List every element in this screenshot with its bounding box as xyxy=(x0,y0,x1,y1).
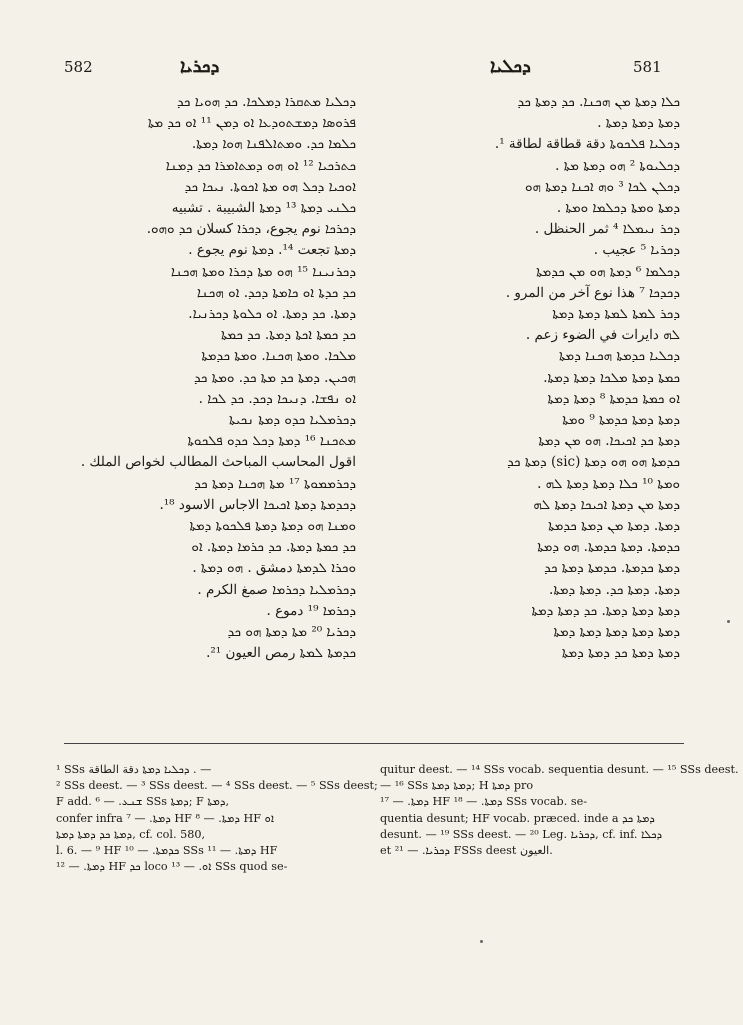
paper-speck xyxy=(480,940,483,943)
lexicon-line: ܟܡܬܐ ܕܡܬܐ ܡܠܟܐ ܕܡܬܐ ܕܡܬܐ. xyxy=(543,369,680,386)
lexicon-line: ܘܟܪܐ ܠܕܡܬܐ دمشق . ܗܘ ܕܡܬܐ . xyxy=(192,560,356,577)
lexicon-line: ܕܟܪܢܝܢܐ ¹⁵ ܗܘ ܡܬܐ ܕܟܪܐ ܘܡܬܐ ܗܟܢܐ xyxy=(170,263,356,280)
lexicon-line: ܟܕܡܬܐ. ܕܡܬܐ ܟܕܡܬܐ. ܗܘ ܕܡܬܐ xyxy=(537,539,680,556)
lexicon-line: ܘܡܬܐ ¹⁰ ܟܠܐ ܕܡܬܐ ܕܡܬܐ ܠܗ . xyxy=(537,475,680,492)
lexicon-line: ܕܟܕܟܐ ⁷ هذا نوع آخر من المرو . xyxy=(505,284,680,301)
lexicon-line: ܕܟܪܡܡܘܬܐ ¹⁷ ܡܬܐ ܗܟܢܐ ܕܡܬܐ ܟܕ xyxy=(194,475,356,492)
footnote-line: quentia desunt; HF vocab. præced. inde a ܕܡܬܐ ܟܕ xyxy=(380,811,655,825)
left-page-number: 582 xyxy=(64,58,93,76)
lexicon-line: ܕܟܪܝܐ ⁵ عجيب . xyxy=(593,242,680,259)
lexicon-line: ܕܟܠܢ ܠܟܐ ³ ܘܗ ܐܟܢܐ ܕܡܬܐ ܗܘ xyxy=(525,178,680,195)
lexicon-line: ܕܟܕܡܬܐ ܕܡܬܐ ܐܟܝܟܐ الاجاس الاسود ¹⁸. xyxy=(159,496,356,513)
lexicon-line: اقول المحاسب المباحث المطالب لخواص الملك . xyxy=(80,454,356,471)
footnote-line: ¹ SSs ܕܟܠܝܐ ܕܡܬܐ دقة الطاقة . — xyxy=(56,763,212,776)
lexicon-line: ܕܟܠܝܐ ܡܬܩܪܐ ܕܡܠܟܐ. ܟܕ ܗܘܝܐ ܟܕ xyxy=(176,94,356,110)
footnote-line: quitur deest. — ¹⁴ SSs vocab. sequentia desunt. — ¹⁵ SSs deest. xyxy=(380,763,739,776)
left-lexicon-column xyxy=(56,92,356,730)
lexicon-line: ܕܡܬܐ ܕܡܬܐ ܕܡܬܐ . xyxy=(597,115,680,132)
lexicon-line: ܟܠܢܝ ܕܡܬܐ ¹³ ܕܡܬܐ الشبيبة . تشبيه xyxy=(171,200,356,217)
lexicon-line: ܕܟܪܝܐ ²⁰ ܡܬܐ ܕܡܬܐ ܗܘ ܟܕ xyxy=(227,624,356,641)
lexicon-line: ܐܘܟܝܐ ܕܟܠ ܗܘ ܡܬܐ ܐܟܘܬܐ. ܢܝܟܐ ܟܕ xyxy=(184,178,356,195)
lexicon-line: ܟܕܡܬܐ ܠܡܬܐ رمص العيون ²¹. xyxy=(206,645,356,662)
lexicon-line: ܟܬܪܟܝܐ ¹² ܐܘ ܗܘ ܕܡܬܐܡܪܐ ܟܕ ܕܡܢܐ xyxy=(165,157,356,174)
lexicon-line: ܕܡܬܐ. ܕܡܬܐ ܡܢ ܕܡܬܐ ܟܕܡܬܐ xyxy=(548,518,680,535)
paper-speck xyxy=(727,620,730,623)
lexicon-line: ܡܠܟܐ. ܘܡܬܐ ܗܟܢܐ. ܘܡܬܐ ܟܕܡܬܐ xyxy=(201,348,356,365)
lexicon-line: ܐܘ ܟܡܬܐ ܟܕܡܬܐ ⁸ ܕܡܬܐ ܕܡܬܐ xyxy=(547,390,680,407)
right-running-head: ܕܟܠܝܐ xyxy=(490,56,531,77)
lexicon-line: ܕܡܬܐ ܕܡܬܐ ܕܡܬܐ ܕܡܬܐ ܕܡܬܐ xyxy=(553,624,680,641)
footnote-line: ² SSs deest. — ³ SSs deest. — ⁴ SSs deest. — ⁵ SSs deest; xyxy=(56,779,378,793)
right-lexicon-column xyxy=(380,92,680,730)
lexicon-line: ܠܗ دايرات في الضوء زعم . xyxy=(525,327,680,344)
footnotes-left xyxy=(56,762,378,875)
footnote-line: et ܕܟܪܝܐ. — ²¹ FSSs deest العيون. xyxy=(380,844,553,858)
lexicon-line: ܕܡܬܐ ܕܡܬܐ ܟܕܡܬܐ ⁹ ܘܡܬܐ xyxy=(562,412,680,429)
footnote-line: desunt. — ¹⁹ SSs deest. — ²⁰ Leg. ܕܟܪܝܐ, cf. inf. ܕܟܠܐ xyxy=(380,827,663,841)
right-page-number: 581 xyxy=(633,58,662,76)
lexicon-line: ܕܡܬܐ ܕܡܬܐ ܟܕ ܕܡܬܐ ܕܡܬܐ xyxy=(561,645,680,662)
footnote-line: — ¹⁶ SSs ܕܡܬܐ ܕܡܬܐ; H ܕܡܬܐ pro xyxy=(380,779,534,793)
lexicon-line: ܕܡܬܐ ܕܡܬܐ ܕܡܬܐ. ܟܕ ܕܡܬܐ ܕܡܬܐ xyxy=(531,602,680,619)
lexicon-line: ܐܘ ܢܦܫܐ. ܕܢܝܟܐ ܕܟܕ. ܟܕ ܠܟܐ . xyxy=(198,390,356,407)
lexicon-line: ܦܪܘܣܐ ܕܡܫܬܘܕܥܐ ܐܘ ܕܡܢ ¹¹ ܐܘ ܟܕ ܡܬܐ xyxy=(147,115,356,132)
lexicon-line: ܕܟܠܡܐ ⁶ ܕܡܬܐ ܗܘ ܡܢ ܟܕܡܬܐ xyxy=(536,263,680,280)
lexicon-line: ܕܡܬܐ ܟܕ ܐܟܝܟܐ. ܗܘ ܡܢ ܕܡܬܐ xyxy=(538,433,680,450)
lexicon-line: ܘܡܢܐ ܗܘ ܕܡܬܐ ܕܡܬܐ ܦܠܟܘܬܐ ܕܡܬܐ xyxy=(189,518,356,535)
lexicon-line: ܕܟܠܝܐ ܦܠܟܘܬܐ دقة قطاقة لطاقة ¹. xyxy=(494,136,680,153)
left-running-head: ܕܟܪܝܐ xyxy=(180,56,220,77)
lexicon-line: ܗܟܝܢ. ܕܡܬܐ ܟܕ ܡܬܐ ܟܕ. ܘܡܬܐ ܟܕ xyxy=(193,369,356,386)
lexicon-line: ܕܟܠܝܐ ܟܕܡܬܐ ܗܟܢܐ ܕܡܬܐ xyxy=(559,348,680,365)
lexicon-line: ܕܟܪ ܢܝܡܠܐ ⁴ ثمر الحنظل . xyxy=(534,221,680,238)
lexicon-line: ܕܡܬܐ ܟܕܡܬܐ. ܟܕܡܬܐ ܕܡܬܐ ܟܕ xyxy=(544,560,680,577)
footnote-line: ܕܡܬܐ. — ¹⁷ HF ܕܡܬܐ. — ¹⁸ SSs vocab. se- xyxy=(380,795,587,809)
page-header xyxy=(0,0,743,48)
footnote-line: F add. ܫܢܥ. — ⁶ SSs ܕܡܬܐ; F ܕܡܬܐ, xyxy=(56,795,230,809)
lexicon-line: ܟܠܐ ܕܡܬܐ ܡܢ ܗܟܢܐ. ܟܕ ܕܡܬܐ ܟܕ xyxy=(517,94,680,110)
lexicon-line: ܕܟܪܟܐ نوم يجوع، ܕܟܪܐ كسلان ܟܕ ܘܗܘ. xyxy=(146,221,356,238)
lexicon-line: ܕܟܪܡܠܝܐ ܕܟܪܡܐ صمغ الكرم . xyxy=(197,581,356,598)
lexicon-line: ܕܡܬܐ تجعت ¹⁴. ܕܡܬܐ نوم يجوع . xyxy=(188,242,356,259)
lexicon-line: ܡܬܟܢܐ ¹⁶ ܕܡܬܐ ܕܟܠ ܟܕܘ ܦܠܟܘܬܐ xyxy=(187,433,356,450)
lexicon-line: ܟܕ ܟܡܬܐ ܐܟܬܐ ܕܡܬܐ. ܟܕ ܟܡܬܐ xyxy=(221,327,356,344)
footnotes-right xyxy=(380,762,739,859)
lexicon-line: ܕܟܪܡܠܝܐ ܟܕܘ ܕܡܬܐ ܢܟܝܬܐ xyxy=(229,412,356,429)
footnote-line: ܕܡܬܐ ܟܕ ܕܡܬܐ ܕܡܬܐ, cf. col. 580, xyxy=(56,827,206,841)
lexicon-line: ܕܟܠܝܘܬܐ ² ܗܘ ܕܡܬܐ ܡܬܐ . xyxy=(555,157,680,174)
lexicon-line: ܕܡܬܐ. ܟܕ ܕܡܬܐ. ܐܘ ܟܠܘܬܐ ܕܟܪܢܝܐ. xyxy=(188,306,356,323)
lexicon-line: ܟܕ ܟܕܬܐ ܐܘ ܟܐܡܬܐ ܕܟܕ. ܐܘ ܗܟܢܐ xyxy=(196,284,356,301)
footnote-line: ܕܡܬܐ. — ¹² HF ܟܕ loco ܐܘ. — ¹³ SSs quod se- xyxy=(56,860,288,874)
lexicon-line: ܟܠܡܐ ܟܕ. ܘܡܬܐܠܦܢܐ ܗܘܐ ܕܡܬܐ. xyxy=(191,136,356,153)
lexicon-line: ܕܡܬܐ. ܕܡܬܐ ܟܕ. ܕܡܬܐ ܕܡܬܐ. xyxy=(549,581,680,598)
lexicon-line: ܟܕ ܟܡܬܐ ܕܡܬܐ. ܟܕ ܟܪܡܐ ܕܡܬܐ. ܐܘ xyxy=(191,539,356,556)
footnote-separator-rule xyxy=(64,743,684,744)
lexicon-line: ܕܡܬܐ ܡܢ ܕܡܬܐ ܐܟܝܟܐ ܕܡܬܐ ܠܗ xyxy=(533,496,680,513)
footnote-line: l. 6. — ⁹ HF ܟܕܡܬܐ. — ¹⁰ SSs ܕܡܬܐ. — ¹¹ HF xyxy=(56,844,278,858)
lexicon-line: ܕܟܪ ܠܡܬܐ ܠܡܬܐ ܕܡܬܐ ܕܡܬܐ xyxy=(552,306,680,323)
lexicon-line: ܕܟܪܡܐ ¹⁹ دموع . xyxy=(266,602,356,619)
lexicon-line: ܕܡܬܐ ܘܡܬܐ ܕܟܠܡܐ ܘܡܬܐ . xyxy=(556,200,680,217)
lexicon-line: ܟܕܡܬܐ ܗܘ ܗܘ ܕܡܬܐ (sic) ܕܡܬܐ ܟܕ xyxy=(507,454,680,471)
footnote-line: confer infra ܕܡܬܐ. — ⁷ HF ܕܡܬܐ. — ⁸ HF ܐܘ xyxy=(56,811,275,825)
